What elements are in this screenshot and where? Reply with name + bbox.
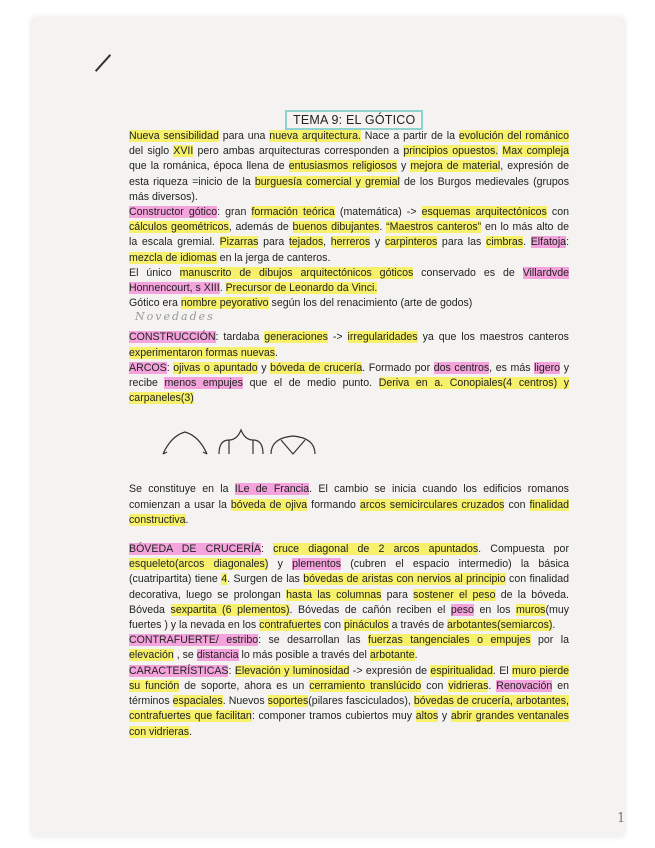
notebook-page — [32, 18, 624, 836]
highlighted-text: 4 — [221, 573, 228, 586]
highlighted-text: nueva arquitectura. — [269, 130, 361, 142]
highlighted-text: buenos dibujantes — [292, 221, 380, 234]
text-run: -> — [327, 331, 348, 344]
highlighted-text: elevación — [129, 649, 174, 662]
text-run: y — [396, 160, 411, 173]
handwritten-scribble: Novedades — [135, 310, 215, 324]
text-run: que el de medio punto. — [242, 377, 379, 390]
highlighted-text: espaciales — [172, 695, 223, 708]
text-run: para las — [437, 236, 487, 249]
highlighted-text: peso — [450, 603, 474, 616]
text-run: . Nuevos — [222, 695, 268, 708]
text-run: de soporte, ahora es un — [179, 679, 310, 692]
highlighted-text: contrafuertes — [259, 619, 321, 632]
pen-mark — [95, 54, 111, 72]
text-run: (muy fuertes ) y la nevada en los — [129, 603, 570, 632]
text-run: : se desarrollan las — [258, 634, 368, 647]
boveda-paragraph — [129, 542, 569, 633]
highlighted-text: ILe de Francia — [234, 483, 310, 496]
highlighted-text: experimentaron formas nuevas — [129, 346, 276, 359]
text-run: y — [268, 558, 293, 571]
text-run: en la jerga de canteros. — [216, 251, 331, 264]
text-run: . Surgen de las — [227, 573, 304, 586]
highlighted-text: sostener el peso — [413, 588, 496, 601]
text-run: . — [523, 236, 531, 249]
text-run: . — [552, 619, 556, 632]
text-run: , es más — [489, 361, 535, 374]
highlighted-text: arbotantes(semiarcos) — [447, 619, 553, 632]
highlighted-text: arcos semicirculares cruzados — [359, 498, 505, 511]
text-run: en los — [473, 603, 517, 616]
text-run: lo más posible a través del — [238, 649, 370, 662]
intro-paragraph-1 — [129, 129, 569, 205]
text-run: con — [421, 679, 449, 692]
text-run: . Bóvedas de cañón reciben el — [289, 603, 451, 616]
highlighted-text: cruce diagonal de 2 arcos apuntados — [273, 543, 479, 556]
arcos-paragraph — [129, 361, 569, 407]
text-run: y — [438, 710, 451, 723]
highlighted-text: Nueva sensibilidad — [129, 130, 219, 142]
text-run: de la bóveda. Bóveda — [129, 588, 569, 616]
highlighted-text: fuerzas tangenciales o empujes — [368, 634, 531, 647]
text-run: . — [414, 649, 418, 662]
text-run: Nace a partir de la — [360, 130, 459, 142]
text-run: conservado es de — [413, 266, 523, 279]
highlighted-text: CONTRAFUERTE/ estribo — [129, 634, 259, 647]
highlighted-text: nombre peyorativo — [180, 297, 269, 310]
highlighted-text: Renovación — [496, 679, 553, 692]
text-run: para — [381, 588, 414, 601]
highlighted-text: bóvedas de aristas con nervios al principio — [303, 573, 506, 586]
highlighted-text: irregularidades — [347, 331, 418, 344]
highlighted-text: cerramiento translúcido — [309, 679, 422, 692]
text-run: en términos — [129, 679, 569, 708]
text-run: con — [546, 206, 569, 219]
ogee-arch-drawing — [219, 430, 263, 454]
text-run: El único — [129, 266, 180, 279]
highlighted-text: “Maestros canteros” — [386, 221, 482, 234]
text-run: : — [566, 236, 570, 249]
highlighted-text: formación teórica — [251, 206, 335, 219]
text-run: : tardaba — [215, 331, 265, 344]
highlighted-text: Elevación y luminosidad — [234, 664, 350, 677]
text-run: (matemática) -> — [334, 206, 422, 219]
highlighted-text: XVII — [173, 145, 194, 158]
text-run: para una — [218, 130, 270, 142]
text-run: -> expresión de — [349, 664, 431, 677]
notes-content — [129, 129, 569, 740]
text-run: que la románica, época llena de — [129, 160, 289, 173]
highlighted-text: muros — [516, 603, 546, 616]
highlighted-text: bóveda de ojiva — [230, 498, 308, 511]
text-run: a través de — [388, 619, 448, 632]
arch-sketch-icon — [159, 428, 319, 462]
text-run: Gótico era — [129, 297, 181, 310]
highlighted-text: CONSTRUCCIÓN — [129, 331, 216, 344]
text-run: . — [185, 513, 189, 526]
highlighted-text: mejora de material — [410, 160, 501, 173]
pointed-arch-drawing — [163, 432, 207, 454]
text-run: : — [166, 361, 174, 374]
text-run: : — [228, 664, 235, 677]
intro-paragraph-2 — [129, 205, 569, 266]
francia-paragraph — [129, 482, 569, 528]
highlighted-text: cimbras — [486, 236, 524, 249]
highlighted-text: bóveda de crucería — [270, 361, 363, 374]
text-run: . El — [492, 664, 513, 677]
highlighted-text: abrir grandes ventanales con vidrieras — [129, 710, 569, 738]
text-run: con — [321, 619, 344, 632]
highlighted-text: Pizarras — [219, 236, 259, 249]
highlighted-text: esqueleto(arcos diagonales) — [129, 558, 269, 571]
text-run: , además de — [228, 221, 293, 234]
highlighted-text: Elfatoja — [530, 236, 567, 249]
highlighted-text: CARACTERÍSTICAS — [129, 664, 229, 677]
text-run: . Formado por — [362, 361, 434, 374]
highlighted-text: Deriva en a. Conopiales(4 centros) y carpaneles(3) — [129, 377, 570, 405]
text-run: formando — [307, 498, 360, 511]
text-run: para — [258, 236, 289, 249]
text-run: según los del renacimiento (arte de godos) — [268, 297, 473, 310]
highlighted-text: ARCOS — [129, 361, 167, 374]
text-run: . — [219, 282, 226, 295]
highlighted-text: ligero — [534, 361, 561, 374]
highlighted-text: pináculos — [343, 619, 389, 632]
highlighted-text: herreros — [330, 236, 371, 249]
highlighted-text: distancia — [196, 649, 239, 662]
text-run: y — [370, 236, 385, 249]
text-run: . — [275, 346, 278, 359]
text-run: , — [323, 236, 331, 249]
highlighted-text: finalidad constructiva — [129, 498, 569, 526]
text-run: . El cambio se inicia cuando los edificios romanos comienzan a usar la — [129, 483, 569, 511]
highlighted-text: vidrieras — [448, 679, 489, 692]
text-run: , expresión de esta riqueza =inicio de la — [129, 160, 569, 188]
highlighted-text: dos centros — [433, 361, 490, 374]
text-run: Se constituye en la — [129, 483, 235, 496]
highlighted-text: muro pierde su función — [129, 664, 569, 692]
text-run: con finalidad decorativa, luego se prolongan — [129, 573, 569, 601]
text-run: por la — [530, 634, 569, 647]
highlighted-text: ojivas o apuntado — [173, 361, 258, 374]
text-run: . — [379, 221, 387, 234]
highlighted-text: arbotante — [369, 649, 415, 662]
text-run: , se — [173, 649, 197, 662]
contrafuerte-paragraph — [129, 633, 569, 663]
highlighted-text: entusiasmos religiosos — [288, 160, 397, 173]
text-run: (pilares fasciculados), — [308, 695, 414, 708]
text-run: : gran — [217, 206, 252, 219]
text-run: de los Burgos medievales (grupos más diversos). — [129, 175, 569, 203]
text-run: y recibe — [129, 361, 569, 390]
text-run: . Compuesta por — [478, 543, 569, 556]
text-run: del siglo — [129, 145, 174, 158]
text-run: y — [257, 361, 271, 374]
highlighted-text: soportes — [267, 695, 309, 708]
intro-paragraph-3 — [129, 266, 569, 296]
highlighted-text: espiritualidad — [430, 664, 493, 677]
highlighted-text: burguesía comercial y gremial — [254, 175, 400, 188]
highlighted-text: sexpartita (6 plementos) — [170, 603, 290, 616]
highlighted-text: menos empujes — [164, 377, 243, 390]
highlighted-text: manuscrito de dibujos arquitectónicos góticos — [179, 266, 414, 279]
highlighted-text: tejados — [288, 236, 324, 249]
construccion-paragraph — [129, 330, 569, 360]
caracteristicas-paragraph — [129, 664, 569, 740]
page-title: TEMA 9: EL GÓTICO — [285, 110, 423, 130]
text-run: (cubren el espacio intermedio) la básica (cuatripartita) tiene — [129, 558, 569, 586]
highlighted-text: mezcla de idiomas — [129, 251, 217, 264]
text-run: : componer tramos cubiertos muy — [251, 710, 416, 723]
highlighted-text: generaciones — [264, 331, 328, 344]
highlighted-text: Max compleja — [502, 145, 569, 158]
text-run: con — [504, 498, 530, 511]
text-run: : — [261, 543, 274, 556]
highlighted-text: hasta las columnas — [286, 588, 382, 601]
highlighted-text: Precursor de Leonardo da Vinci. — [225, 282, 378, 295]
highlighted-text: carpinteros — [384, 236, 438, 249]
highlighted-text: cálculos geométricos — [129, 221, 229, 234]
highlighted-text: altos — [415, 710, 439, 723]
basket-arch-drawing — [271, 436, 315, 454]
highlighted-text: Constructor gótico — [129, 206, 218, 219]
page-number: 1 — [617, 811, 626, 826]
arch-sketches — [159, 428, 569, 462]
highlighted-text: evolución del románico — [458, 130, 569, 142]
highlighted-text: principios opuestos. — [403, 145, 499, 158]
text-run: en lo más alto de la escala gremial. — [129, 221, 570, 249]
highlighted-text: Villardvde Honnencourt, s XIII — [129, 266, 570, 295]
text-run: . — [189, 725, 193, 738]
highlighted-text: plementos — [292, 558, 342, 571]
highlighted-text: bóvedas de crucería, arbotantes, contrafuertes que facilitan — [129, 695, 569, 723]
highlighted-text: esquemas arquitectónicos — [421, 206, 547, 219]
text-run: . — [488, 679, 497, 692]
text-run: ya que los maestros canteros — [417, 331, 569, 344]
highlighted-text: BÓVEDA DE CRUCERÍA — [129, 543, 262, 556]
text-run: pero ambas arquitecturas corresponden a — [193, 145, 404, 158]
intro-paragraph-4 — [129, 296, 569, 311]
